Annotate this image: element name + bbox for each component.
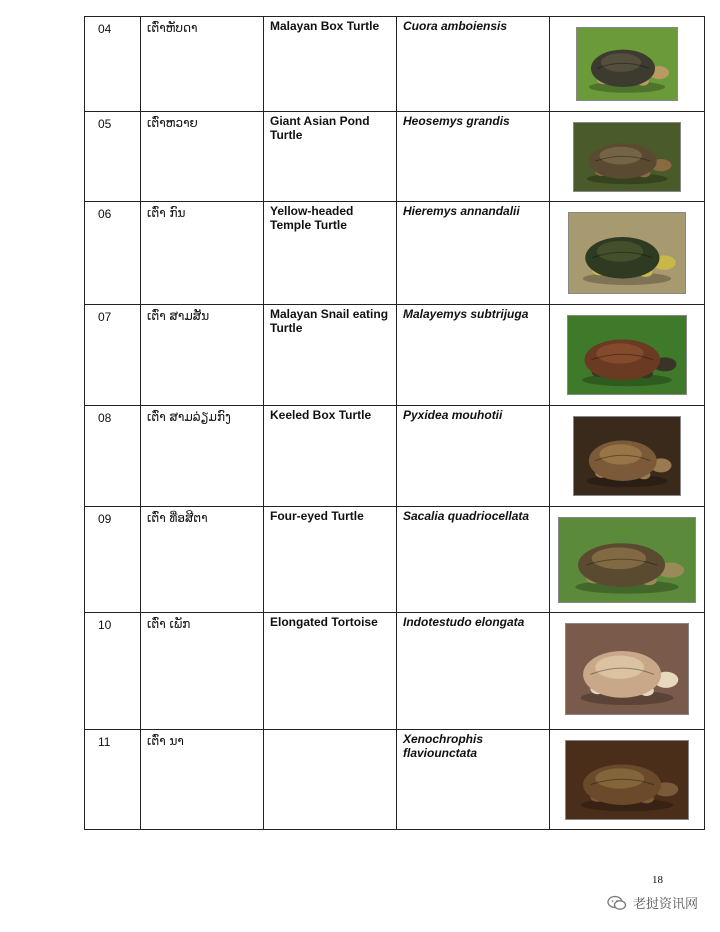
scientific-name: Heosemys grandis <box>397 112 550 202</box>
row-number: 11 <box>85 730 141 830</box>
photo-cell <box>550 507 705 613</box>
photo-cell <box>550 730 705 830</box>
table-row <box>85 406 705 507</box>
lao-name: ເຕົ່າຫັບດາ <box>141 17 264 112</box>
photo-cell <box>550 305 705 406</box>
scientific-name: Cuora amboiensis <box>397 17 550 112</box>
english-name <box>264 730 397 830</box>
turtle-photo <box>565 740 689 820</box>
row-number: 07 <box>85 305 141 406</box>
english-name: Giant Asian Pond Turtle <box>264 112 397 202</box>
wechat-icon <box>607 895 627 911</box>
row-number: 08 <box>85 406 141 507</box>
turtle-photo <box>573 122 681 192</box>
lao-name: ເຕົ່າຫວາຍ <box>141 112 264 202</box>
turtle-photo <box>558 517 696 603</box>
row-number: 10 <box>85 613 141 730</box>
scientific-name: Pyxidea mouhotii <box>397 406 550 507</box>
scientific-name: Malayemys subtrijuga <box>397 305 550 406</box>
table-row <box>85 17 705 112</box>
photo-cell <box>550 17 705 112</box>
photo-cell <box>550 406 705 507</box>
page-number: 18 <box>652 874 663 886</box>
table-row <box>85 730 705 830</box>
watermark-text: 老挝资讯网 <box>632 896 698 911</box>
english-name: Four-eyed Turtle <box>264 507 397 613</box>
lao-name: ເຕົ່າ ສາມສັນ <box>141 305 264 406</box>
watermark <box>607 893 698 912</box>
table-row <box>85 613 705 730</box>
table-row <box>85 507 705 613</box>
lao-name: ເຕົ່າ ສາມລ່ຽມກົງ <box>141 406 264 507</box>
row-number: 06 <box>85 202 141 305</box>
english-name: Keeled Box Turtle <box>264 406 397 507</box>
lao-name: ເຕົ່າ ນາ <box>141 730 264 830</box>
english-name: Yellow-headed Temple Turtle <box>264 202 397 305</box>
row-number: 04 <box>85 17 141 112</box>
scientific-name: Indotestudo elongata <box>397 613 550 730</box>
turtle-photo <box>565 623 689 715</box>
turtle-species-table <box>84 16 705 830</box>
photo-cell <box>550 613 705 730</box>
lao-name: ເຕົ່າ ເພັກ <box>141 613 264 730</box>
photo-cell <box>550 202 705 305</box>
table-row <box>85 305 705 406</box>
scientific-name: Hieremys annandalii <box>397 202 550 305</box>
table-row <box>85 202 705 305</box>
table-row <box>85 112 705 202</box>
turtle-photo <box>567 315 687 395</box>
photo-cell <box>550 112 705 202</box>
turtle-photo <box>576 27 678 101</box>
english-name: Malayan Snail eating Turtle <box>264 305 397 406</box>
scientific-name: Xenochrophis flaviounctata <box>397 730 550 830</box>
lao-name: ເຕົ່າ ກົນ <box>141 202 264 305</box>
scientific-name: Sacalia quadriocellata <box>397 507 550 613</box>
english-name: Elongated Tortoise <box>264 613 397 730</box>
english-name: Malayan Box Turtle <box>264 17 397 112</box>
turtle-photo <box>568 212 686 294</box>
row-number: 05 <box>85 112 141 202</box>
turtle-photo <box>573 416 681 496</box>
lao-name: ເຕົ່າ ທີ່ອສີຕາ <box>141 507 264 613</box>
row-number: 09 <box>85 507 141 613</box>
